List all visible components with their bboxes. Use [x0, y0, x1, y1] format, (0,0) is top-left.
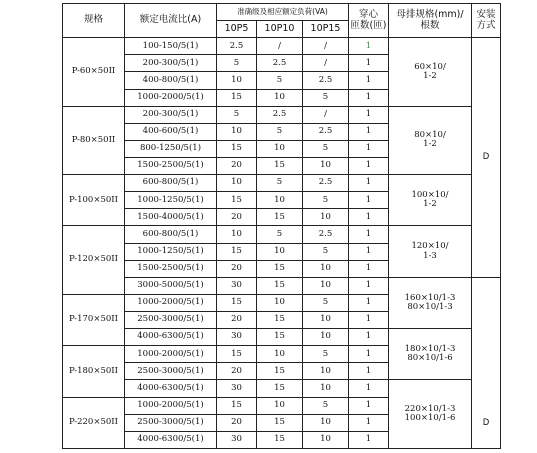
busbar-line-1: 80×10/ [414, 130, 446, 141]
ratio-cell: 2500-3000/5(1) [125, 414, 217, 431]
load-10p15-cell: 10 [303, 260, 349, 277]
load-10p15-cell: 2.5 [303, 226, 349, 243]
turns-cell: 1 [349, 89, 389, 106]
load-10p10-cell: 10 [257, 243, 303, 260]
load-10p5-cell: 30 [217, 329, 257, 346]
table-row [63, 106, 501, 123]
load-10p15-cell: 10 [303, 277, 349, 294]
turns-cell: 1 [349, 140, 389, 157]
load-10p15-cell: 5 [303, 140, 349, 157]
load-10p15-cell: 2.5 [303, 72, 349, 89]
load-10p5-cell: 20 [217, 414, 257, 431]
busbar-cell [389, 329, 472, 380]
load-10p5-cell: 15 [217, 294, 257, 311]
load-10p10-cell: 15 [257, 277, 303, 294]
busbar-cell [389, 38, 472, 106]
ratio-cell: 200-300/5(1) [125, 55, 217, 72]
header-row [63, 4, 501, 21]
load-10p15-cell: 10 [303, 363, 349, 380]
turns-cell: 1 [349, 277, 389, 294]
load-10p15-cell: 2.5 [303, 175, 349, 192]
load-10p10-cell: 2.5 [257, 55, 303, 72]
load-10p5-cell: 20 [217, 209, 257, 226]
ratio-cell: 4000-6300/5(1) [125, 329, 217, 346]
load-10p15-cell: 10 [303, 209, 349, 226]
header-mount [472, 4, 501, 38]
header-turns-line-2: 匝数(匝) [350, 19, 387, 31]
table-row [63, 329, 501, 346]
ratio-cell: 1500-2500/5(1) [125, 260, 217, 277]
spec-body [63, 38, 501, 449]
ratio-cell: 600-800/5(1) [125, 226, 217, 243]
load-10p5-cell: 20 [217, 260, 257, 277]
ratio-cell: 1000-2000/5(1) [125, 294, 217, 311]
load-10p15-cell: 10 [303, 157, 349, 174]
model-cell: P-100×50II [63, 175, 125, 226]
load-10p15-cell: / [303, 38, 349, 55]
busbar-line-1: 160×10/1-3 [404, 292, 456, 303]
busbar-cell [389, 277, 472, 328]
load-10p5-cell: 15 [217, 346, 257, 363]
load-10p5-cell: 10 [217, 72, 257, 89]
busbar-line-1: 100×10/ [411, 189, 449, 200]
ratio-cell: 1000-1250/5(1) [125, 243, 217, 260]
header-turns-line-1: 穿心 [358, 9, 378, 21]
load-10p5-cell: 30 [217, 277, 257, 294]
load-10p15-cell: 2.5 [303, 123, 349, 140]
ratio-cell: 400-600/5(1) [125, 123, 217, 140]
load-10p15-cell: 10 [303, 431, 349, 448]
turns-cell: 1 [349, 175, 389, 192]
load-10p10-cell: 2.5 [257, 106, 303, 123]
turns-cell: 1 [349, 329, 389, 346]
table-row [63, 226, 501, 243]
header-turns [349, 4, 389, 38]
mount-cell: D [472, 38, 501, 278]
table-row [63, 175, 501, 192]
header-busbar [389, 4, 472, 38]
load-10p10-cell: 5 [257, 226, 303, 243]
load-10p10-cell: 10 [257, 346, 303, 363]
load-10p10-cell: 15 [257, 157, 303, 174]
ratio-cell: 200-300/5(1) [125, 106, 217, 123]
spec-table [62, 3, 501, 449]
ratio-cell: 800-1250/5(1) [125, 140, 217, 157]
turns-cell: 1 [349, 123, 389, 140]
load-10p10-cell: 15 [257, 311, 303, 328]
load-10p10-cell: 5 [257, 175, 303, 192]
turns-cell: 1 [349, 106, 389, 123]
load-10p10-cell: / [257, 38, 303, 55]
busbar-line-1: 180×10/1-3 [404, 343, 456, 354]
load-10p15-cell: 5 [303, 243, 349, 260]
table-row [63, 380, 501, 397]
load-10p10-cell: 10 [257, 294, 303, 311]
load-10p5-cell: 20 [217, 311, 257, 328]
load-10p10-cell: 10 [257, 89, 303, 106]
load-10p10-cell: 15 [257, 414, 303, 431]
load-10p5-cell: 30 [217, 380, 257, 397]
turns-cell: 1 [349, 294, 389, 311]
busbar-line-2: 80×10/1-3 [407, 301, 453, 312]
ratio-cell: 1500-2500/5(1) [125, 157, 217, 174]
load-10p10-cell: 15 [257, 209, 303, 226]
busbar-line-1: 60×10/ [414, 61, 446, 72]
load-10p5-cell: 15 [217, 89, 257, 106]
load-10p10-cell: 10 [257, 397, 303, 414]
busbar-cell [389, 226, 472, 277]
turns-cell: 1 [349, 72, 389, 89]
busbar-line-2: 1-2 [423, 70, 437, 81]
turns-cell: 1 [349, 55, 389, 72]
model-cell: P-120×50II [63, 226, 125, 294]
load-10p5-cell: 20 [217, 363, 257, 380]
header-class-10p15: 10P15 [303, 21, 349, 38]
load-10p15-cell: 5 [303, 192, 349, 209]
ratio-cell: 1000-2000/5(1) [125, 89, 217, 106]
ratio-cell: 4000-6300/5(1) [125, 431, 217, 448]
busbar-line-2: 1-2 [423, 199, 437, 210]
header-load-group: 准确级及相应额定负荷(VA) [217, 4, 349, 21]
load-10p5-cell: 5 [217, 55, 257, 72]
header-mount-line-2: 方式 [476, 19, 496, 31]
load-10p10-cell: 15 [257, 363, 303, 380]
turns-cell: 1 [349, 38, 389, 55]
load-10p15-cell: 10 [303, 380, 349, 397]
mount-cell: D [472, 277, 501, 448]
header-class-10p10: 10P10 [257, 21, 303, 38]
load-10p10-cell: 15 [257, 260, 303, 277]
busbar-line-1: 120×10/ [411, 241, 449, 252]
model-cell: P-60×50II [63, 38, 125, 106]
turns-cell: 1 [349, 157, 389, 174]
load-10p15-cell: 5 [303, 346, 349, 363]
ratio-cell: 1500-4000/5(1) [125, 209, 217, 226]
header-ratio: 额定电流比(A) [125, 4, 217, 38]
load-10p15-cell: 10 [303, 311, 349, 328]
model-cell: P-220×50II [63, 397, 125, 448]
busbar-line-2: 80×10/1-6 [407, 353, 453, 364]
model-cell: P-80×50II [63, 106, 125, 174]
turns-cell: 1 [349, 380, 389, 397]
load-10p5-cell: 15 [217, 397, 257, 414]
turns-cell: 1 [349, 243, 389, 260]
header-class-10p5: 10P5 [217, 21, 257, 38]
load-10p10-cell: 5 [257, 123, 303, 140]
model-cell: P-170×50II [63, 294, 125, 345]
header-busbar-line-1: 母排规格(mm)/ [396, 9, 464, 21]
load-10p5-cell: 10 [217, 226, 257, 243]
ratio-cell: 600-800/5(1) [125, 175, 217, 192]
ratio-cell: 100-150/5(1) [125, 38, 217, 55]
turns-cell: 1 [349, 363, 389, 380]
load-10p15-cell: 5 [303, 89, 349, 106]
load-10p5-cell: 2.5 [217, 38, 257, 55]
ratio-cell: 2500-3000/5(1) [125, 311, 217, 328]
load-10p5-cell: 20 [217, 157, 257, 174]
header-model: 规格 [63, 4, 125, 38]
load-10p5-cell: 10 [217, 123, 257, 140]
header-mount-line-1: 安装 [476, 9, 496, 21]
busbar-line-2: 1-2 [423, 139, 437, 150]
turns-cell: 1 [349, 397, 389, 414]
load-10p5-cell: 15 [217, 192, 257, 209]
busbar-line-2: 100×10/1-6 [404, 413, 456, 424]
load-10p15-cell: 10 [303, 329, 349, 346]
busbar-cell [389, 175, 472, 226]
load-10p5-cell: 15 [217, 243, 257, 260]
load-10p15-cell: 5 [303, 294, 349, 311]
turns-cell: 1 [349, 311, 389, 328]
load-10p10-cell: 15 [257, 380, 303, 397]
table-row [63, 277, 501, 294]
model-cell: P-180×50II [63, 346, 125, 397]
load-10p15-cell: 10 [303, 414, 349, 431]
turns-cell: 1 [349, 260, 389, 277]
busbar-line-2: 1-3 [423, 250, 437, 261]
load-10p5-cell: 10 [217, 175, 257, 192]
ratio-cell: 1000-2000/5(1) [125, 346, 217, 363]
turns-cell: 1 [349, 414, 389, 431]
ratio-cell: 1000-1250/5(1) [125, 192, 217, 209]
ratio-cell: 3000-5000/5(1) [125, 277, 217, 294]
load-10p15-cell: / [303, 106, 349, 123]
header-busbar-line-2: 根数 [420, 19, 440, 31]
load-10p5-cell: 30 [217, 431, 257, 448]
busbar-line-1: 220×10/1-3 [404, 403, 456, 414]
load-10p10-cell: 10 [257, 192, 303, 209]
load-10p15-cell: 5 [303, 397, 349, 414]
ratio-cell: 4000-6300/5(1) [125, 380, 217, 397]
turns-cell: 1 [349, 192, 389, 209]
load-10p10-cell: 15 [257, 329, 303, 346]
ratio-cell: 2500-3000/5(1) [125, 363, 217, 380]
turns-cell: 1 [349, 226, 389, 243]
busbar-cell [389, 380, 472, 449]
load-10p5-cell: 5 [217, 106, 257, 123]
turns-cell: 1 [349, 346, 389, 363]
busbar-cell [389, 106, 472, 174]
turns-cell: 1 [349, 431, 389, 448]
ratio-cell: 1000-2000/5(1) [125, 397, 217, 414]
table-row [63, 38, 501, 55]
load-10p10-cell: 10 [257, 140, 303, 157]
load-10p10-cell: 15 [257, 431, 303, 448]
load-10p15-cell: / [303, 55, 349, 72]
turns-cell: 1 [349, 209, 389, 226]
load-10p5-cell: 15 [217, 140, 257, 157]
ratio-cell: 400-800/5(1) [125, 72, 217, 89]
load-10p10-cell: 5 [257, 72, 303, 89]
